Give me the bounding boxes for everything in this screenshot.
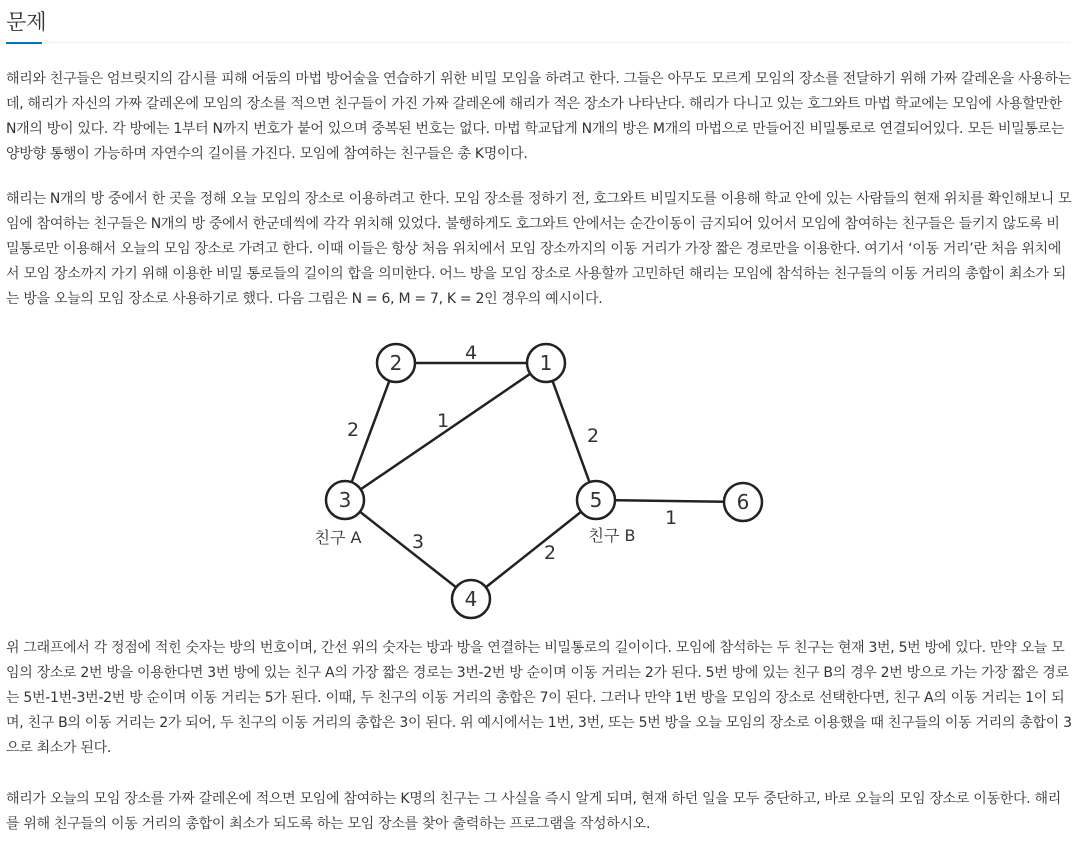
node-label-6: 6 — [736, 490, 750, 514]
edge-weight-5-6: 1 — [664, 507, 678, 529]
problem-paragraph-1: 해리와 친구들은 엄브릿지의 감시를 피해 어둠의 마법 방어술을 연습하기 위한 비밀 모임을 하려고 한다. 그들은 아무도 모르게 모임의 장소를 전달하기 위해 가짜 갈레온을 사용하는데, 해리가 자신의 가짜 갈레온에 모임의 장소를 적으면 친구들이 가진 가짜 갈레온에 해리가 적은 장소가 나타난다. 해리가 다니고 있는 호그와트 마법 학교에는 모임에 사용할만한 N개의 방이 있다. 각 방에는 1부터 N까지 번호가 붙어 있으며 중복된 번호는 없다. 마법 학교답게 N개의 방은 M개의 마법으로 만들어진 비밀통로로 연결되어있다. 모든 비밀통로는 양방향 통행이 가능하며 자연수의 길이를 가진다. 모임에 참여하는 친구들은 총 K명이다. — [6, 71, 1071, 162]
node-3 — [326, 481, 364, 519]
node-1 — [527, 344, 565, 382]
problem-paragraph-2: 해리는 N개의 방 중에서 한 곳을 정해 오늘 모임의 장소로 이용하려고 한다. 모임 장소를 정하기 전, 호그와트 비밀지도를 이용해 학교 안에 있는 사람들의 현재 위치를 확인해보니 모임에 참여하는 친구들은 N개의 방 중에서 한군데씩에 각각 위치해 있었다. 불행하게도 호그와트 안에서는 순간이동이 금지되어 있어서 모임에 참여하는 친구들은 들키지 않도록 비밀통로만 이용해서 오늘의 모임 장소로 가려고 한다. 이때 이들은 항상 처음 위치에서 모임 장소까지의 이동 거리가 가장 짧은 경로만을 이용한다. 여기서 ‘이동 거리’란 처음 위치에서 모임 장소까지 가기 위해 이용한 비밀 통로들의 길이의 합을 의미한다. 어느 방을 모임 장소로 사용할까 고민하던 해리는 모임에 참석하는 친구들의 이동 거리의 총합이 최소가 되는 방을 오늘의 모임 장소로 사용하기로 했다. 다음 그림은 N = 6, M = 7, K = 2인 경우의 예시이다. — [6, 191, 1072, 307]
friend-label-b: 친구 B — [588, 526, 636, 545]
node-label-1: 1 — [539, 351, 553, 375]
edge-5-6 — [596, 500, 743, 502]
problem-paragraph-4: 해리가 오늘의 모임 장소를 가짜 갈레온에 적으면 모임에 참여하는 K명의 친구는 그 사실을 즉시 알게 되며, 현재 하던 일을 모두 중단하고, 바로 오늘의 모임 장소로 이동한다. 해리를 위해 친구들의 이동 거리의 총합이 최소가 되도록 하는 모임 장소를 찾아 출력하는 프로그램을 작성하시오. — [6, 791, 1061, 832]
section-header — [6, 0, 1070, 43]
friend-label-a: 친구 A — [314, 528, 362, 547]
edge-weight-3-4: 3 — [411, 531, 425, 553]
graph-figure — [300, 335, 780, 630]
node-label-4: 4 — [464, 587, 478, 611]
node-4 — [452, 580, 490, 618]
node-label-3: 3 — [338, 488, 352, 512]
edge-weight-3-1: 1 — [436, 410, 450, 432]
edge-3-4 — [345, 500, 471, 599]
edge-weight-2-3: 2 — [346, 419, 360, 441]
node-label-5: 5 — [589, 488, 603, 512]
node-6 — [724, 483, 762, 521]
edge-weight-4-5: 2 — [543, 542, 557, 564]
section-title: 문제 — [6, 10, 47, 34]
edge-weight-1-5: 2 — [586, 425, 600, 447]
edge-weight-2-1: 4 — [464, 342, 478, 364]
node-2 — [377, 344, 415, 382]
node-label-2: 2 — [389, 351, 403, 375]
problem-paragraph-3: 위 그래프에서 각 정점에 적힌 숫자는 방의 번호이며, 간선 위의 숫자는 방과 방을 연결하는 비밀통로의 길이이다. 모임에 참석하는 두 친구는 현재 3번, 5번 방에 있다. 만약 오늘 모임의 장소로 2번 방을 이용한다면 3번 방에 있는 친구 A의 가장 짧은 경로는 3번-2번 방 순이며 이동 거리는 2가 된다. 5번 방에 있는 친구 B의 경우 2번 방으로 가는 가장 짧은 경로는 5번-1번-3번-2번 방 순이며 이동 거리는 5가 된다. 이때, 두 친구의 이동 거리의 총합은 7이 된다. 그러나 만약 1번 방을 모임의 장소로 선택한다면, 친구 A의 이동 거리는 1이 되며, 친구 B의 이동 거리는 2가 되어, 두 친구의 이동 거리의 총합은 3이 된다. 위 예시에서는 1번, 3번, 또는 5번 방을 오늘 모임의 장소로 이용했을 때 친구들의 이동 거리의 총합이 3으로 최소가 된다. — [6, 640, 1072, 756]
node-5 — [577, 481, 615, 519]
title-underline — [6, 42, 42, 44]
edge-4-5 — [471, 500, 596, 599]
